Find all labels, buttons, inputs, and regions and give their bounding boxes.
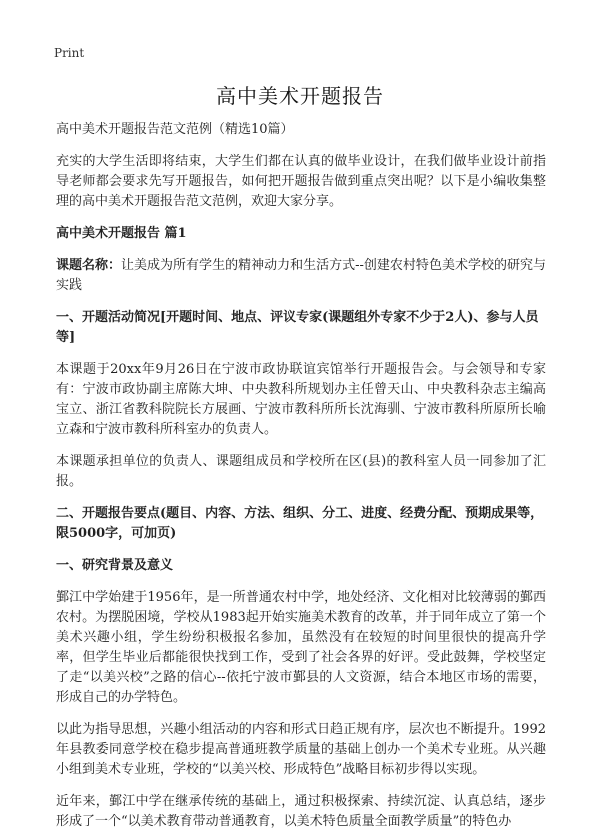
paragraph-participants: 本课题承担单位的负责人、课题组成员和学校所在区(县)的教科室人员一同参加了汇报。 (56, 454, 546, 489)
section-heading: 高中美术开题报告 篇1 (56, 226, 187, 241)
topic-label: 课题名称： (56, 258, 122, 273)
heading-report-points: 二、开题报告要点(题目、内容、方法、组织、分工、进度、经费分配、预期成果等，限5000字，可加页) (56, 506, 544, 541)
intro-paragraph: 充实的大学生活即将结束，大学生们都在认真的做毕业设计，在我们做毕业设计前指导老师都会要求先写开题报告，如何把开题报告做到重点突出呢？以下是小编收集整理的高中美术开题报告范文范例，欢迎大家分享。 (56, 154, 546, 209)
print-label[interactable]: Print (54, 46, 85, 60)
paragraph-meeting: 本课题于20xx年9月26日在宁波市政协联谊宾馆举行开题报告会。与会领导和专家有：宁波市政协副主席陈大坤、中央教科所规划办主任曾天山、中央教科杂志主编高宝立、浙江省教科院院长方展画、宁波市教科所所长沈海驯、宁波市教科所原所长喻立森和宁波市教科所科室办的负责人。 (56, 362, 546, 437)
heading-background: 一、研究背景及意义 (56, 558, 174, 573)
heading-activity-overview: 一、开题活动简况[开题时间、地点、评议专家(课题组外专家不少于2人)、参与人员等] (56, 310, 539, 345)
paragraph-school-history: 鄞江中学始建于1956年，是一所普通农村中学，地处经济、文化相对比较薄弱的鄞西农村。为摆脱困境，学校从1983起开始实施美术教育的改革，并于同年成立了第一个美术兴趣小组，学生纷纷积极报名参加，虽然没有在较短的时间里很快的提高升学率，但学生毕业后都能很快找到工作，受到了社会各界的好评。受此鼓舞，学校坚定了走“以美兴校”之路的信心--依托宁波市鄞县的人文资源，结合本地区市场的需要，形成自己的办学特色。 (56, 590, 546, 705)
document-subtitle: 高中美术开题报告范文范例（精选10篇） (56, 122, 294, 137)
paragraph-recent-years: 近年来，鄞江中学在继承传统的基础上，通过积极探索、持续沉淀、认真总结，逐步形成了一个“以美术教育带动普通教育，以美术特色质量全面教学质量”的特色办 (56, 794, 546, 828)
topic-text: 让美成为所有学生的精神动力和生活方式--创建农村特色美术学校的研究与实践 (56, 258, 546, 293)
document-body (56, 120, 546, 828)
topic-paragraph (56, 256, 546, 296)
paragraph-guiding-idea: 以此为指导思想，兴趣小组活动的内容和形式日趋正规有序，层次也不断提升。1992年县教委同意学校在稳步提高普通班教学质量的基础上创办一个美术专业班。从兴趣小组到美术专业班，学校的“以美兴校、形成特色”战略目标初步得以实现。 (56, 722, 546, 777)
page-title: 高中美术开题报告 (216, 84, 384, 108)
